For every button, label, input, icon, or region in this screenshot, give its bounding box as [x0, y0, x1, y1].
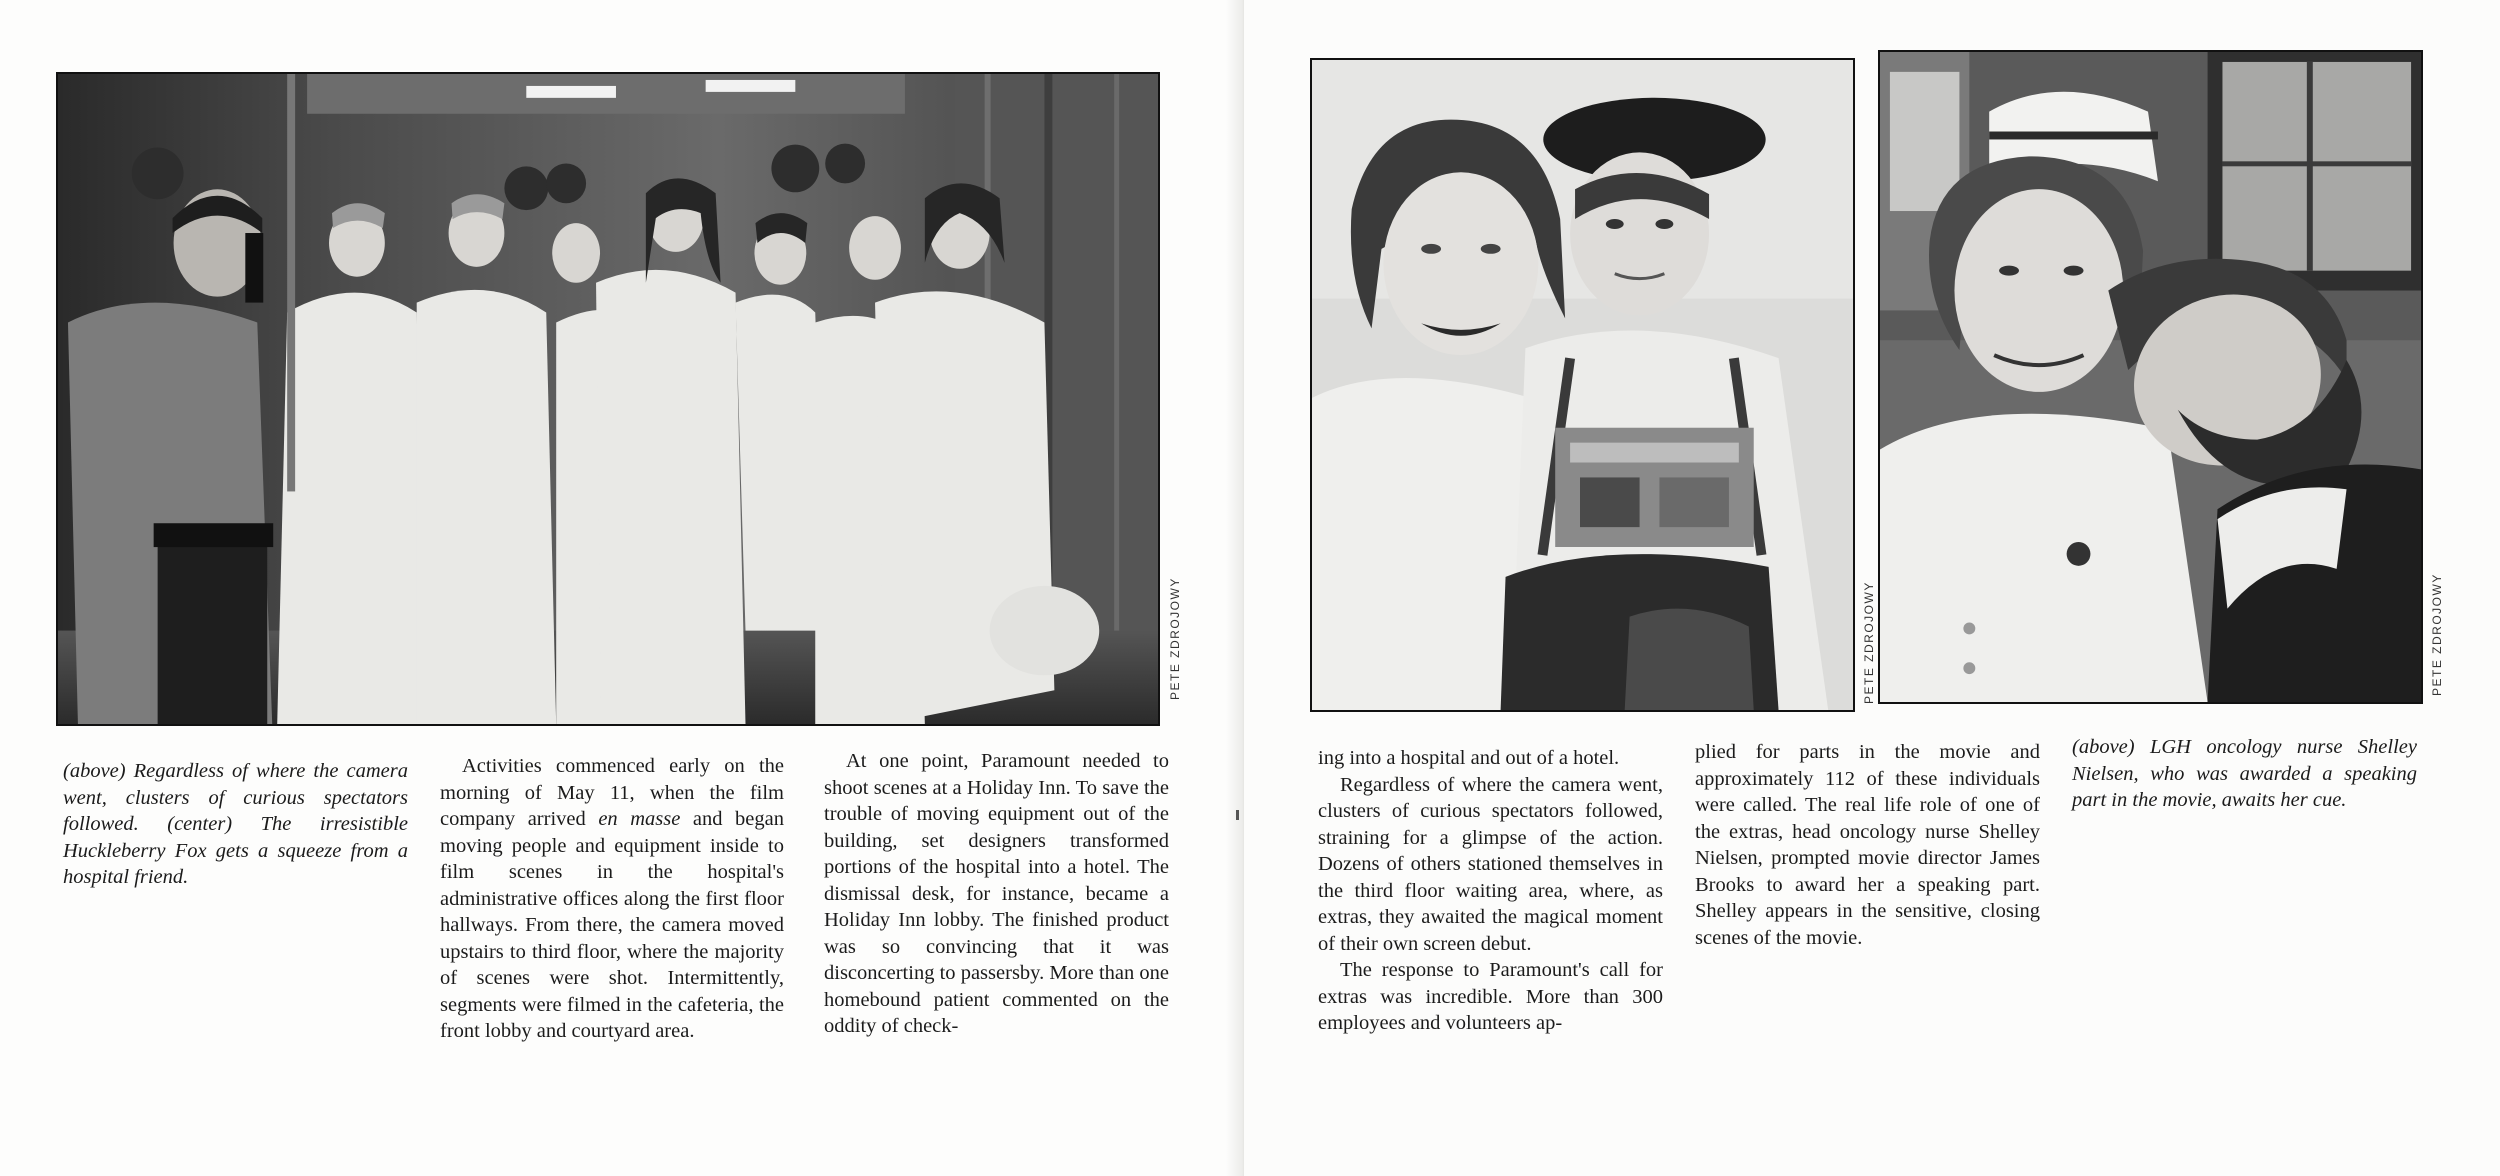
left-photo-caption: (above) Regardless of where the camera went, clusters of curious spectators followed. (center) The irresistible Huckleberry Fox gets a squeeze from a hospital friend. [63, 760, 408, 888]
nurse-and-boy-photo-image [1312, 60, 1853, 710]
right-page [1244, 0, 2500, 1176]
left-column-1 [440, 753, 784, 1045]
right-photo-caption: (above) LGH oncology nurse Shelley Nielsen, who was awarded a speaking part in the movie, awaits her cue. [2072, 736, 2417, 811]
nurse-and-boy-photo [1310, 58, 1855, 712]
oncology-nurse-photo [1878, 50, 2423, 704]
right-column-1 [1318, 745, 1663, 1037]
left-column-1-paragraph: Activities commenced early on the morning of May 11, when the film company arrived en masse and began moving people and equipment inside to film scenes in the hospital's administrative offices along the first floor hallways. From there, the camera moved upstairs to third floor, where the majority of scenes were shot. Intermittently, segments were filmed in the cafeteria, the front lobby and courtyard area. [440, 755, 784, 1042]
left-column-2-paragraph: At one point, Paramount needed to shoot scenes at a Holiday Inn. To save the trouble of moving equipment out of the building, set designers transformed portions of the hospital into a hotel. The dismissal desk, for instance, became a Holiday Inn lobby. The finished product was so convincing that it was disconcerting to passersby. More than one homebound patient commented on the oddity of check- [824, 750, 1169, 1037]
oncology-nurse-photo-credit: PETE ZDROJOWY [2430, 573, 2444, 696]
en-masse-emphasis: en masse [598, 808, 681, 830]
crowd-photo-credit: PETE ZDROJOWY [1168, 577, 1182, 700]
right-column-2 [1695, 739, 2040, 951]
crowd-photo-image [58, 74, 1158, 724]
left-column-2 [824, 748, 1169, 1040]
right-column-1-paragraph-3: The response to Paramount's call for extras was incredible. More than 300 employees and volunteers ap- [1318, 959, 1663, 1034]
crowd-photo [56, 72, 1160, 726]
right-column-1-paragraph-2: Regardless of where the camera went, clusters of curious spectators followed, straining for a glimpse of the action. Dozens of others stationed themselves in the third floor waiting area, where, as extras, they awaited the magical moment of their own screen debut. [1318, 773, 1663, 955]
page-edge-mark [1236, 810, 1239, 820]
left-page [0, 0, 1244, 1176]
right-column-1-paragraph-1: ing into a hospital and out of a hotel. [1318, 747, 1620, 769]
oncology-nurse-photo-image [1880, 52, 2421, 702]
right-column-2-paragraph: plied for parts in the movie and approximately 112 of these individuals were called. The real life role of one of the extras, head oncology nurse Shelley Nielsen, prompted movie director James Brooks to award her a speaking part. Shelley appears in the sensitive, closing scenes of the movie. [1695, 741, 2040, 949]
nurse-and-boy-photo-credit: PETE ZDROJOWY [1862, 581, 1876, 704]
